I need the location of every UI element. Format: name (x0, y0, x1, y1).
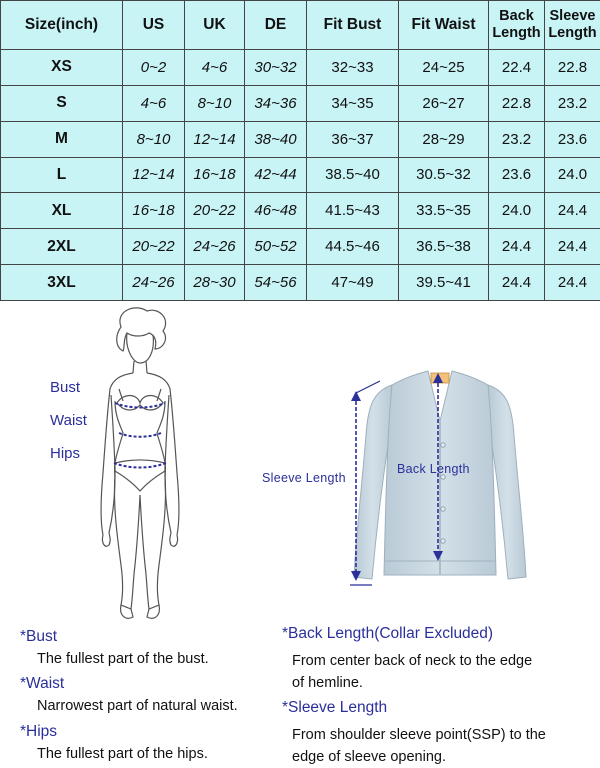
table-header (1, 1, 600, 50)
note-hips-text: The fullest part of the hips. (37, 743, 208, 765)
size-chart-table (0, 0, 600, 301)
note-sleeve-line2: edge of sleeve opening. (292, 746, 446, 768)
sleeve-length-label: Sleeve Length (262, 471, 346, 485)
header-fit-bust: Fit Bust (307, 1, 399, 50)
note-bust-text: The fullest part of the bust. (37, 648, 209, 670)
table-cell: 46~48 (245, 193, 307, 229)
woman-outline-figure-icon (85, 305, 195, 625)
table-row (1, 193, 600, 229)
note-sleeve-title: *Sleeve Length (282, 699, 387, 717)
table-cell: 23.2 (489, 121, 545, 157)
table-cell: 54~56 (245, 265, 307, 301)
table-row (1, 229, 600, 265)
header-us: US (123, 1, 185, 50)
table-cell: 24.0 (545, 157, 600, 193)
table-cell: 36.5~38 (399, 229, 489, 265)
table-cell: 20~22 (185, 193, 245, 229)
note-waist-text: Narrowest part of natural waist. (37, 695, 238, 717)
table-cell: 24~26 (185, 229, 245, 265)
table-cell: 8~10 (185, 85, 245, 121)
light-blue-cardigan-icon (340, 365, 540, 590)
table-row (1, 121, 600, 157)
table-cell: 41.5~43 (307, 193, 399, 229)
table-cell: 24.4 (545, 229, 600, 265)
table-cell: 34~35 (307, 85, 399, 121)
size-cell: S (1, 85, 123, 121)
table-cell: 30.5~32 (399, 157, 489, 193)
table-cell: 28~29 (399, 121, 489, 157)
table-row (1, 50, 600, 86)
table-cell: 44.5~46 (307, 229, 399, 265)
waist-label: Waist (50, 412, 87, 429)
table-cell: 38~40 (245, 121, 307, 157)
table-cell: 24.4 (545, 193, 600, 229)
back-length-label: Back Length (397, 462, 470, 476)
note-waist-title: *Waist (20, 675, 64, 693)
table-cell: 34~36 (245, 85, 307, 121)
table-cell: 22.4 (489, 50, 545, 86)
header-size: Size(inch) (1, 1, 123, 50)
table-cell: 8~10 (123, 121, 185, 157)
table-cell: 12~14 (123, 157, 185, 193)
note-back-title: *Back Length(Collar Excluded) (282, 625, 493, 643)
table-cell: 20~22 (123, 229, 185, 265)
header-row (1, 1, 600, 50)
table-row (1, 85, 600, 121)
table-row (1, 265, 600, 301)
table-cell: 47~49 (307, 265, 399, 301)
table-cell: 42~44 (245, 157, 307, 193)
table-cell: 24.4 (545, 265, 600, 301)
bust-label: Bust (50, 379, 80, 396)
size-cell: 3XL (1, 265, 123, 301)
table-body (1, 50, 600, 301)
table-cell: 24.0 (489, 193, 545, 229)
table-cell: 24~25 (399, 50, 489, 86)
header-de: DE (245, 1, 307, 50)
size-cell: XL (1, 193, 123, 229)
table-cell: 23.6 (545, 121, 600, 157)
note-bust-title: *Bust (20, 628, 57, 646)
table-cell: 39.5~41 (399, 265, 489, 301)
header-sleeve-length: Sleeve Length (545, 1, 600, 50)
note-back-line2: of hemline. (292, 672, 363, 694)
table-cell: 32~33 (307, 50, 399, 86)
size-cell: L (1, 157, 123, 193)
header-uk: UK (185, 1, 245, 50)
table-cell: 33.5~35 (399, 193, 489, 229)
size-cell: XS (1, 50, 123, 86)
header-back-length: Back Length (489, 1, 545, 50)
table-cell: 50~52 (245, 229, 307, 265)
table-cell: 16~18 (185, 157, 245, 193)
table-cell: 24.4 (489, 265, 545, 301)
size-cell: M (1, 121, 123, 157)
table-cell: 23.6 (489, 157, 545, 193)
table-cell: 12~14 (185, 121, 245, 157)
table-cell: 24.4 (489, 229, 545, 265)
table-cell: 4~6 (185, 50, 245, 86)
note-hips-title: *Hips (20, 723, 57, 741)
size-cell: 2XL (1, 229, 123, 265)
note-sleeve-line1: From shoulder sleeve point(SSP) to the (292, 724, 546, 746)
table-cell: 22.8 (489, 85, 545, 121)
table-cell: 0~2 (123, 50, 185, 86)
table-cell: 4~6 (123, 85, 185, 121)
table-cell: 26~27 (399, 85, 489, 121)
table-cell: 16~18 (123, 193, 185, 229)
table-cell: 36~37 (307, 121, 399, 157)
note-back-line1: From center back of neck to the edge (292, 650, 532, 672)
table-cell: 38.5~40 (307, 157, 399, 193)
table-cell: 24~26 (123, 265, 185, 301)
header-fit-waist: Fit Waist (399, 1, 489, 50)
table-cell: 23.2 (545, 85, 600, 121)
table-cell: 28~30 (185, 265, 245, 301)
hips-label: Hips (50, 445, 80, 462)
table-row (1, 157, 600, 193)
table-cell: 22.8 (545, 50, 600, 86)
table-cell: 30~32 (245, 50, 307, 86)
